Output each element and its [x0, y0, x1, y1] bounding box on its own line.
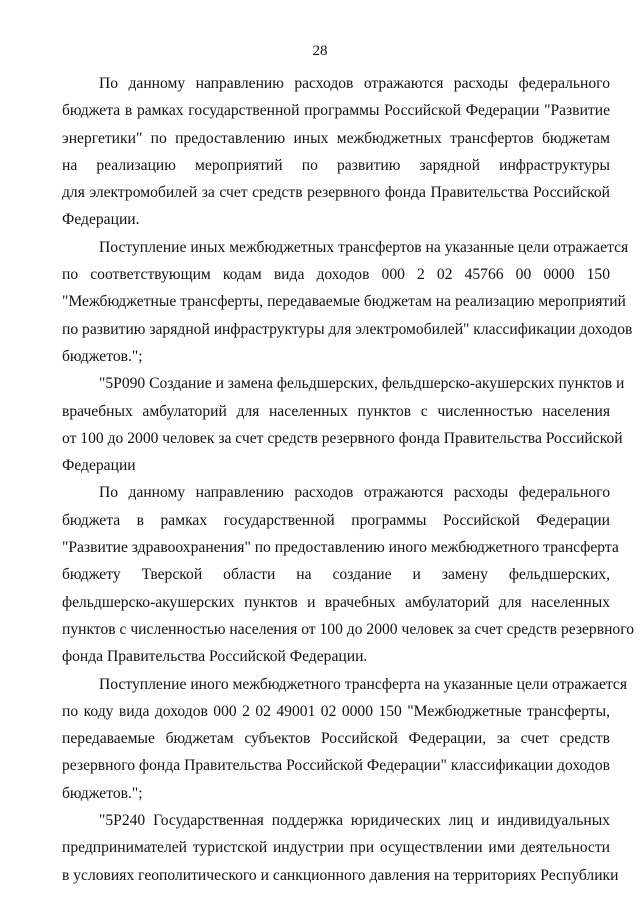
text-line: Федерации — [62, 457, 136, 475]
text-line: бюджету Тверской области на создание и замену фельдшерских, — [62, 566, 610, 584]
text-line: "Межбюджетные трансферты, передаваемые бюджетам на реализацию мероприятий — [62, 293, 626, 311]
text-line: Поступление иных межбюджетных трансфертов на указанные цели отражается — [99, 238, 629, 256]
text-line: врачебных амбулаторий для населенных пунктов с численностью населения — [62, 402, 610, 420]
text-line: по развитию зарядной инфраструктуры для электромобилей" классификации доходов — [62, 320, 633, 338]
text-line: на реализацию мероприятий по развитию зарядной инфраструктуры — [62, 156, 610, 174]
text-line: бюджета в рамках государственной программы Российской Федерации — [62, 511, 610, 529]
text-line: передаваемые бюджетам субъектов Российской Федерации, за счет средств — [62, 730, 610, 748]
document-body — [62, 70, 635, 889]
text-line: "5Р240 Государственная поддержка юридических лиц и индивидуальных — [99, 812, 610, 830]
text-line: энергетики" по предоставлению иных межбюджетных трансфертов бюджетам — [62, 129, 610, 147]
text-line: Федерации. — [62, 211, 140, 229]
text-line: предпринимателей туристской индустрии при осуществлении ими деятельности — [62, 839, 610, 857]
text-line: По данному направлению расходов отражаются расходы федерального — [99, 484, 610, 502]
text-line: бюджетов."; — [62, 347, 143, 365]
text-line: пунктов с численностью населения от 100 до 2000 человек за счет средств резервного — [62, 620, 635, 638]
text-line: от 100 до 2000 человек за счет средств резервного фонда Правительства Российской — [62, 429, 623, 447]
text-line: "Развитие здравоохранения" по предоставлению иного межбюджетного трансферта — [62, 539, 619, 557]
text-line: бюджетов."; — [62, 784, 143, 802]
text-line: бюджета в рамках государственной программы Российской Федерации "Развитие — [62, 102, 610, 120]
text-line: по соответствующим кодам вида доходов 000 2 02 45766 00 0000 150 — [62, 266, 610, 284]
text-line: резервного фонда Правительства Российской Федерации" классификации доходов — [62, 757, 610, 775]
text-line: по коду вида доходов 000 2 02 49001 02 0000 150 "Межбюджетные трансферты, — [62, 702, 610, 720]
text-line: Поступление иного межбюджетного трансферта на указанные цели отражается — [99, 675, 627, 693]
text-line: фельдшерско-акушерских пунктов и врачебных амбулаторий для населенных — [62, 593, 610, 611]
text-line: для электромобилей за счет средств резервного фонда Правительства Российской — [62, 184, 610, 202]
page-number: 28 — [312, 43, 328, 59]
text-line: По данному направлению расходов отражаются расходы федерального — [99, 75, 610, 92]
text-line: "5Р090 Создание и замена фельдшерских, фельдшерско-акушерских пунктов и — [99, 375, 625, 393]
text-line: фонда Правительства Российской Федерации. — [62, 648, 368, 666]
text-line: в условиях геополитического и санкционного давления на территориях Республики — [62, 866, 619, 884]
